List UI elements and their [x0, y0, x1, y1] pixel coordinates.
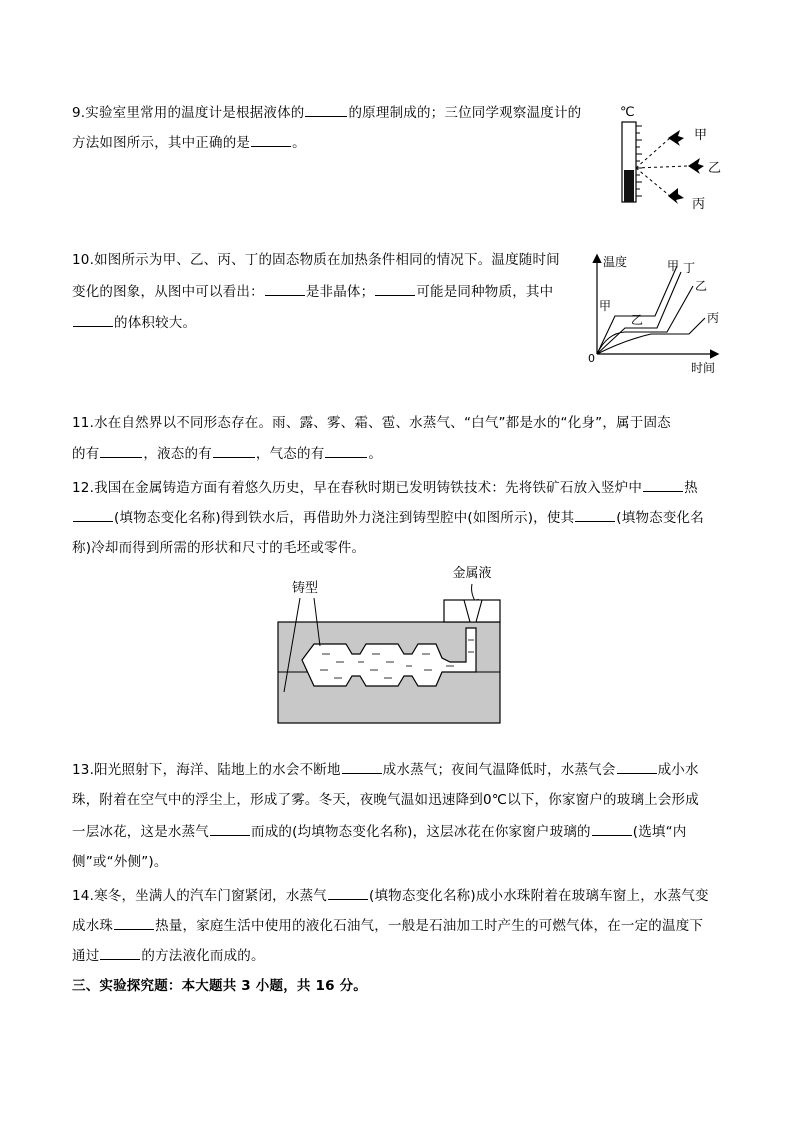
answer-blank[interactable]	[592, 822, 632, 836]
answer-blank[interactable]	[114, 916, 154, 930]
curve-label: 甲	[667, 259, 680, 273]
thermometer-figure	[608, 100, 728, 215]
scale-ticks	[636, 126, 642, 196]
answer-blank[interactable]	[375, 282, 415, 296]
q13-line4: 侧”或“外侧”)。	[72, 854, 168, 870]
answer-blank[interactable]	[643, 478, 683, 492]
answer-blank[interactable]	[251, 133, 291, 147]
answer-blank[interactable]	[617, 760, 657, 774]
answer-blank[interactable]	[210, 822, 250, 836]
metal-label: 金属液	[452, 566, 492, 581]
curve-label: 丙	[707, 311, 720, 325]
liquid-column	[624, 170, 634, 202]
q10-line3: 的体积较大。	[72, 313, 196, 332]
answer-blank[interactable]	[325, 444, 367, 458]
q14-line2: 成水珠 热量，家庭生活中使用的液化石油气，一般是石油加工时产生的可燃气体，在一定的温度下	[72, 918, 704, 934]
section-heading: 三、实验探究题：本大题共 3 小题，共 16 分。	[72, 978, 367, 994]
q10-line1: 10.如图所示为甲、乙、丙、丁的固态物质在加热条件相同的情况下。温度随时间	[72, 252, 560, 268]
curve-yi	[597, 286, 693, 354]
q13-line2: 珠，附着在空气中的浮尘上，形成了雾。冬天，夜晚气温如迅速降到0℃以下，你家窗户的玻璃上会形成	[72, 792, 699, 808]
curve-label: 甲	[599, 299, 612, 313]
unit-label: ℃	[620, 105, 635, 120]
sight-lines	[636, 138, 688, 196]
q12-line2: (填物态变化名称)得到铁水后，再借助外力浇注到铸型腔中(如图所示)，使其 (填物态变化名	[72, 508, 704, 527]
casting-mold-figure	[276, 562, 504, 726]
origin-label: 0	[588, 352, 595, 365]
q9-line1: 9.实验室里常用的温度计是根据液体的 的原理制成的；三位同学观察温度计的	[72, 105, 582, 121]
answer-blank[interactable]	[575, 508, 615, 522]
q11-line2: 的有 ，液态的有 ，气态的有 。	[72, 446, 383, 462]
x-axis-label: 时间	[691, 361, 716, 375]
temperature-time-graph	[585, 248, 725, 378]
answer-blank[interactable]	[305, 103, 347, 117]
y-axis-label: 温度	[603, 255, 628, 269]
answer-blank[interactable]	[73, 508, 113, 522]
curve-label: 乙	[631, 313, 644, 327]
q9-line2: 方法如图所示，其中正确的是 。	[72, 135, 306, 151]
curve-bing	[597, 318, 705, 354]
answer-blank[interactable]	[100, 946, 140, 960]
answer-blank[interactable]	[213, 444, 255, 458]
q13-line3: 一层冰花，这是水蒸气 而成的(均填物态变化名称)，这层冰花在你家窗户玻璃的 (选填“内	[72, 824, 687, 840]
observer-label: 甲	[694, 128, 708, 143]
answer-blank[interactable]	[100, 444, 142, 458]
answer-blank[interactable]	[328, 886, 368, 900]
answer-blank[interactable]	[342, 760, 382, 774]
q12-line1: 12.我国在金属铸造方面有着悠久历史，早在春秋时期已发明铸铁技术：先将铁矿石放入竖炉中 热	[72, 480, 698, 496]
answer-blank[interactable]	[73, 313, 113, 327]
curve-label: 乙	[695, 279, 708, 293]
observer-label: 乙	[708, 161, 722, 176]
q13-line1: 13.阳光照射下，海洋、陆地上的水会不断地 成水蒸气；夜间气温降低时，水蒸气会 成小水	[72, 762, 699, 778]
q14-line3: 通过 的方法液化而成的。	[72, 948, 265, 964]
q12-line3: 称)冷却而得到所需的形状和尺寸的毛坯或零件。	[72, 540, 366, 556]
curve-label: 丁	[683, 261, 696, 275]
q10-line2: 变化的图象，从图中可以看出： 是非晶体； 可能是同种物质，其中	[72, 284, 554, 300]
answer-blank[interactable]	[265, 282, 305, 296]
mold-label: 铸型	[292, 581, 319, 596]
q11-line1: 11.水在自然界以不同形态存在。雨、露、雾、霜、雹、水蒸气、“白气”都是水的“化身”，属于固态	[72, 415, 671, 431]
q14-line1: 14.寒冬，坐满人的汽车门窗紧闭，水蒸气 (填物态变化名称)成小水珠附着在玻璃车窗上，水蒸气变	[72, 888, 709, 904]
observer-label: 丙	[692, 197, 706, 212]
